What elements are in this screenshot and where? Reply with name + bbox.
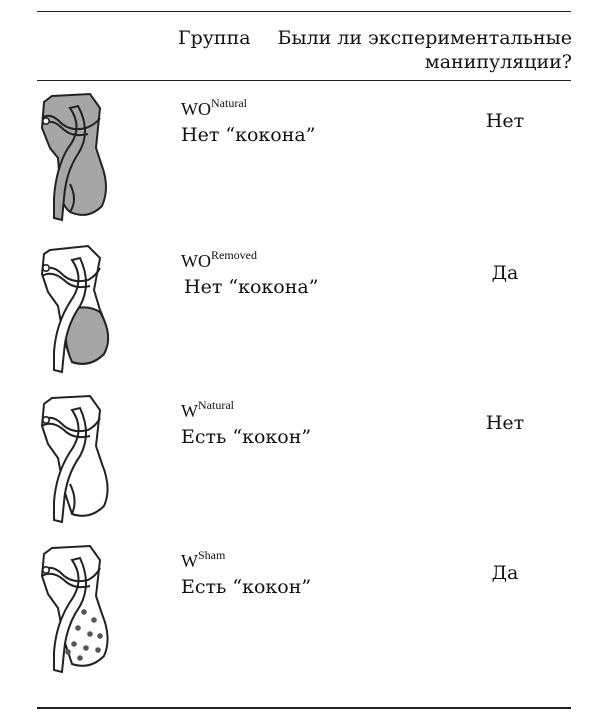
manipulation-answer: Да	[491, 262, 519, 284]
group-description: Есть “кокон”	[181, 426, 312, 448]
table-top-rule	[37, 11, 571, 12]
group-description: Нет “кокона”	[181, 124, 316, 146]
table-header-rule	[37, 80, 571, 81]
table-row	[0, 540, 600, 690]
table-row	[0, 240, 600, 390]
manipulation-answer: Нет	[485, 110, 525, 132]
group-description: Нет “кокона”	[184, 276, 319, 298]
larva-gray-icon	[30, 88, 120, 238]
manipulation-answer: Да	[491, 562, 519, 584]
manipulation-answer: Нет	[485, 412, 525, 434]
column-header-manipulations-line2: манипуляции?	[424, 51, 572, 73]
group-name: $WO^{Natural}$	[181, 96, 247, 119]
column-header-group: Группа	[178, 27, 251, 49]
table-row	[0, 88, 600, 238]
column-header-manipulations	[272, 26, 572, 74]
larva-white-icon	[30, 390, 120, 540]
table-row	[0, 390, 600, 540]
group-name: $W^{Sham}$	[181, 548, 226, 571]
larva-dotted-icon	[30, 540, 120, 690]
group-description: Есть “кокон”	[181, 576, 312, 598]
group-name: $WO^{Removed}$	[181, 248, 257, 271]
group-name: $W^{Natural}$	[181, 398, 234, 421]
larva-partial-gray-icon	[30, 240, 120, 390]
table-bottom-rule	[37, 707, 571, 709]
column-header-manipulations-line1: Были ли экспериментальные	[277, 27, 572, 49]
